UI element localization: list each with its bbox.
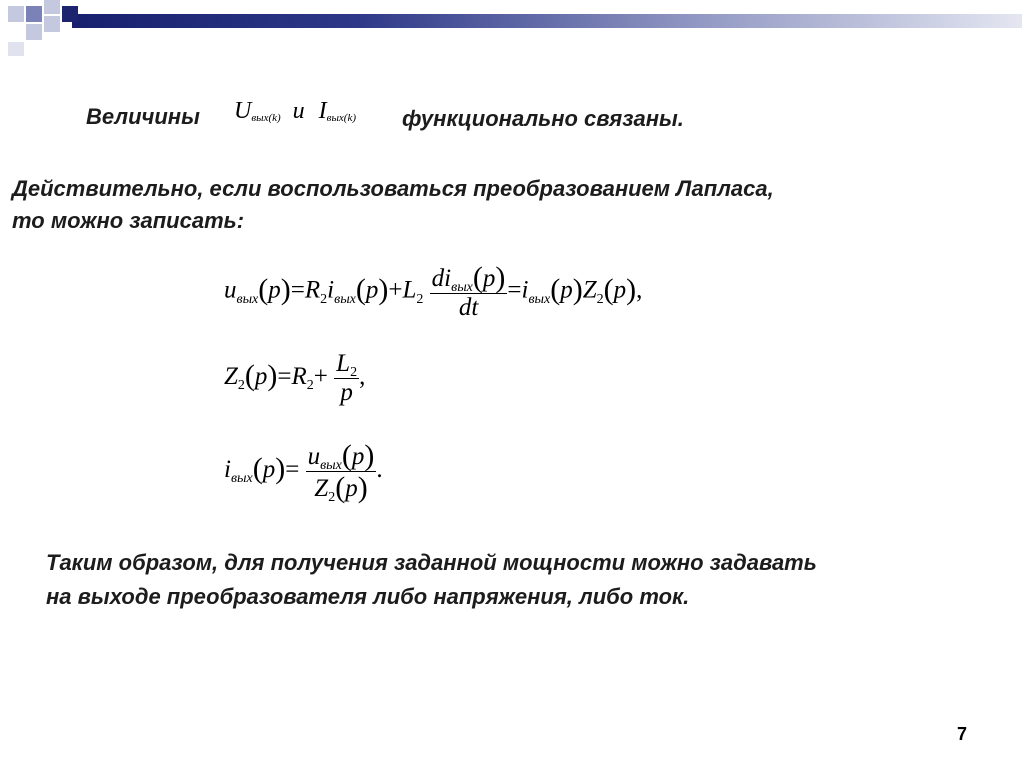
page-number: 7 [956, 724, 967, 744]
equation-2: $Z_2(p)=R_2+$ $\frac{L_2}{p}$ , [224, 350, 366, 406]
intro-line-1: Действительно, если воспользоваться преобразованием Лапласа, [12, 176, 774, 201]
intro-line-2: то можно записать: [12, 208, 245, 233]
header-gradient-bar [72, 14, 1022, 28]
quantities-label: Величины [86, 104, 200, 129]
u-symbol: U [234, 98, 252, 124]
conclusion-line-1: Таким образом, для получения заданной мощности можно задавать [46, 550, 817, 575]
conclusion-line-2: на выходе преобразователя либо напряжения, либо ток. [46, 584, 690, 609]
slide-header-decoration [0, 0, 1024, 60]
equation-3: $i_{вых}(p)=$ $\frac{u_{вых}(p)}{Z_2(p)}$ . [224, 439, 383, 505]
inductance-fraction: $\frac{L_2}{p}$ [336, 350, 358, 406]
functionally-linked-text: функционально связаны. [402, 106, 684, 131]
i-subscript: вых(k) [326, 112, 356, 124]
and-word: и [292, 98, 305, 124]
quantities-formula [234, 98, 356, 125]
u-subscript: вых(k) [251, 112, 281, 124]
equation-1: $u_{вых}(p)=R_2i_{вых}(p)+L_2$ $\frac{di_{вых}(p)}{dt}$ $=i_{вых}(p)Z_2(p)$, [224, 261, 643, 321]
derivative-fraction: $\frac{di_{вых}(p)}{dt}$ [431, 261, 506, 321]
i-symbol: I [318, 98, 327, 124]
current-fraction: $\frac{u_{вых}(p)}{Z_2(p)}$ [307, 439, 375, 505]
